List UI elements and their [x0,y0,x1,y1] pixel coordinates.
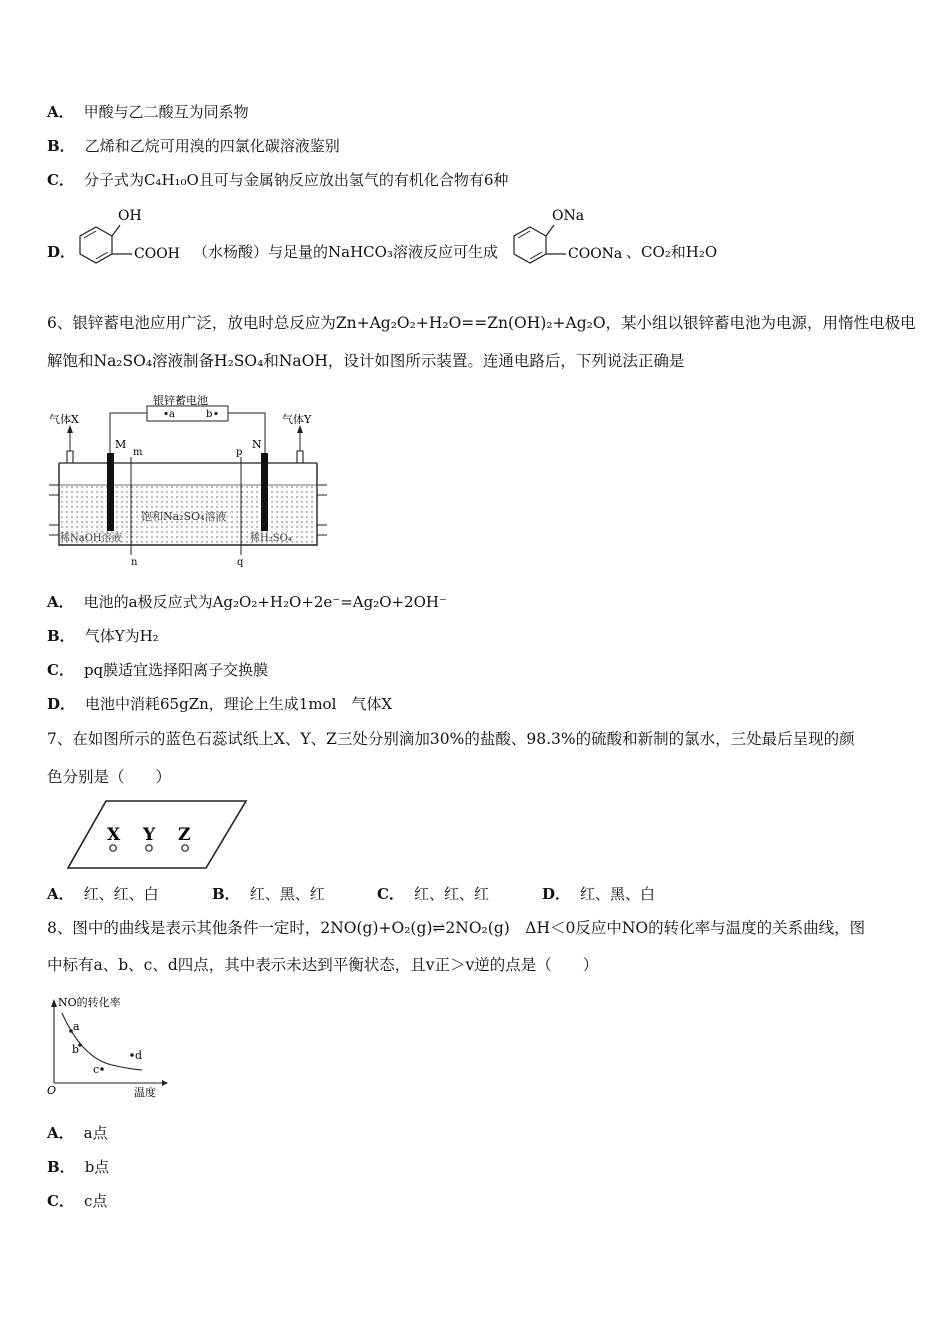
q6-option-d: D． 电池中消耗65gZn，理论上生成1mol 气体X [47,695,393,713]
spot-y-label: Y [143,825,156,845]
q6-option-b: B． 气体Y为H₂ [47,627,159,645]
gas-x-label: 气体X [49,413,79,426]
q6-option-c: C． pq膜适宜选择阳离子交换膜 [47,661,269,679]
q8-stem-line2: 中标有a、b、c、d四点，其中表示未达到平衡状态，且v正＞v逆的点是（ ） [47,956,599,974]
q5-option-d-label: D． [47,243,76,261]
electrode-n-label: N [252,438,262,451]
option-text: 乙烯和乙烷可用溴的四氯化碳溶液鉴别 [84,137,340,155]
carboxyl-label: COOH [134,246,180,262]
spot-x-label: X [107,825,121,845]
point-c-label: c [93,1063,100,1076]
option-label: C． [47,171,74,189]
q6-stem-line2: 解饱和Na₂SO₄溶液制备H₂SO₄和NaOH，设计如图所示装置。连通电路后，下列说法正确是 [47,352,685,370]
gas-y-label: 气体Y [282,413,312,426]
q7-option-d: D． 红、黑、白 [542,885,656,903]
q8-stem-line1: 8、图中的曲线是表示其他条件一定时，2NO(g)+O₂(g)⇌2NO₂(g) ΔH＜0反应中NO的转化率与温度的关系曲线，图 [47,919,866,937]
y-axis-label: NO的转化率 [58,996,121,1009]
q7-stem-line2: 色分别是（ ） [47,768,172,786]
litmus-paper-figure [66,798,251,872]
terminal-b: b [206,409,213,420]
ona-label: ONa [552,208,585,224]
q8-option-a: A． a点 [47,1124,108,1142]
left-solution-label: 稀NaOH溶液 [60,533,122,544]
point-a-label: a [73,1020,80,1033]
q7-option-b: B． 红、黑、红 [212,885,325,903]
membrane-n-label: n [131,557,138,568]
point-d-label: d [135,1049,143,1062]
q7-option-c: C． 红、红、红 [377,885,489,903]
option-label: B． [47,137,75,155]
terminal-a: a [169,409,175,420]
membrane-m-label: m [133,447,143,458]
option-text: 分子式为C₄H₁₀O且可与金属钠反应放出氢气的有机化合物有6种 [83,171,509,189]
q6-stem-line1: 6、银锌蓄电池应用广泛，放电时总反应为Zn+Ag₂O₂+H₂O==Zn(OH)₂+Ag₂O，某小组以银锌蓄电池为电源，用惰性电极电 [47,314,916,332]
q7-option-a: A． 红、红、白 [47,885,159,903]
sodium-salicylate-structure [508,203,626,275]
q8-option-c: C． c点 [47,1192,108,1210]
point-b-label: b [72,1043,80,1056]
membrane-q-label: q [237,557,244,568]
coona-label: COONa [568,246,623,262]
q6-option-a: A． 电池的a极反应式为Ag₂O₂+H₂O+2e⁻=Ag₂O+2OH⁻ [47,593,447,611]
electrolysis-diagram [45,395,330,570]
electrode-m-label: M [115,438,127,451]
q7-stem-line1: 7、在如图所示的蓝色石蕊试纸上X、Y、Z三处分别滴加30%的盐酸、98.3%的硫酸和新制的氯水，三处最后呈现的颜 [47,730,855,748]
option-label: A． [47,103,74,121]
x-axis-label: 温度 [134,1086,156,1099]
membrane-p-label: p [236,447,243,458]
spot-z-label: Z [178,825,191,845]
q5-option-a [47,102,249,122]
middle-solution-label: 饱和Na₂SO₄溶液 [141,510,227,523]
q5-option-b [47,136,340,156]
q5-option-d-end: 、CO₂和H₂O [626,243,718,261]
q8-option-b: B． b点 [47,1158,110,1176]
q5-option-c [47,170,508,190]
battery-label: 银锌蓄电池 [153,395,208,407]
q5-option-d-text: （水杨酸）与足量的NaHCO₃溶液反应可生成 [193,243,498,261]
origin-label: O [47,1084,57,1097]
conversion-temperature-graph [44,993,169,1101]
hydroxyl-label: OH [118,208,142,224]
right-solution-label: 稀H₂SO₄ [250,533,292,544]
salicylic-acid-structure [74,203,194,275]
option-text: 甲酸与乙二酸互为同系物 [83,103,249,121]
